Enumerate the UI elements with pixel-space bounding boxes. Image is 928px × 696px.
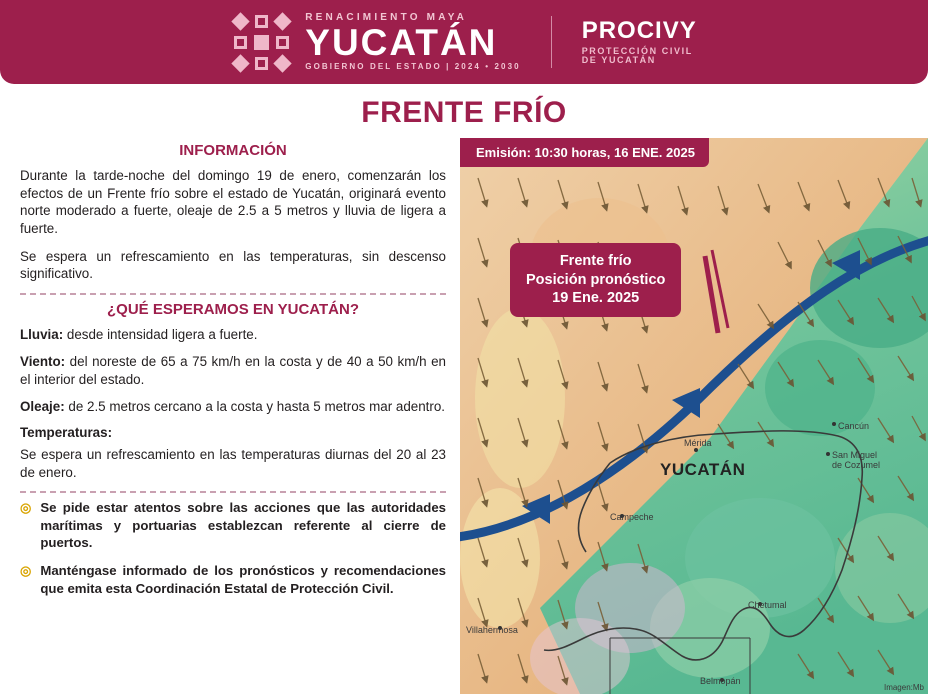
procivy-title: PROCIVY	[581, 17, 697, 45]
procivy-lockup	[582, 18, 697, 65]
callout-line-2: Posición pronóstico	[526, 271, 666, 288]
map-city-label: Belmopán	[700, 676, 741, 686]
list-item	[20, 424, 446, 442]
item-label-temperaturas: Temperaturas:	[20, 425, 113, 441]
map-region-label: YUCATÁN	[660, 460, 746, 479]
list-item	[20, 562, 446, 597]
map-city-label: Campeche	[610, 512, 654, 522]
bullet-circle-icon: ◎	[20, 499, 32, 515]
list-item	[20, 353, 446, 389]
item-label-lluvia: Lluvia:	[20, 327, 64, 343]
item-label-viento: Viento:	[20, 353, 66, 369]
section-divider	[20, 293, 446, 295]
recommendations-list	[20, 499, 446, 597]
maya-glyph-icon	[231, 12, 291, 72]
info-paragraph-1: Durante la tarde-noche del domingo 19 de enero, comenzarán los efectos de un Frente frío sobre el estado de Yucatán, originará evento norte moderado a fuerte, oleaje de 2.5 a 5 metros y lluvia de ligera a fuerte.	[20, 168, 446, 237]
renacimiento-label: RENACIMIENTO MAYA	[305, 11, 468, 23]
map-graphic	[460, 138, 928, 694]
callout-line-1: Frente frío	[559, 253, 632, 269]
list-item	[20, 398, 446, 416]
gobierno-label: GOBIERNO DEL ESTADO | 2024 • 2030	[305, 62, 521, 72]
bullet-text: Se pide estar atentos sobre las acciones que las autoridades marítimas y portuarias establezcan referente al cierre de puertos.	[40, 499, 446, 551]
front-forecast-callout	[510, 243, 681, 317]
page-header	[0, 0, 928, 84]
info-column	[0, 138, 460, 694]
map-city-label: de Cozumel	[832, 460, 881, 470]
page-title: FRENTE FRÍO	[361, 96, 567, 129]
map-city-label: Villahermosa	[466, 625, 518, 635]
bullet-circle-icon: ◎	[20, 562, 32, 578]
temperaturas-text: Se espera un refrescamiento en las temperaturas diurnas del 20 al 23 de enero.	[20, 447, 446, 481]
item-text-oleaje: de 2.5 metros cercano a la costa y hasta 5 metros mar adentro.	[64, 398, 446, 414]
state-name: YUCATÁN	[305, 21, 498, 63]
informacion-heading: INFORMACIÓN	[179, 142, 287, 159]
expectativas-heading: ¿QUÉ ESPERAMOS EN YUCATÁN?	[107, 301, 359, 319]
item-text-lluvia: desde intensidad ligera a fuerte.	[63, 327, 258, 343]
map-credit: Imagen:Mb	[883, 683, 924, 692]
brand-text	[305, 13, 520, 71]
info-paragraph-2: Se espera un refrescamiento en las temperaturas, sin descenso significativo.	[20, 248, 446, 282]
brand-lockup	[231, 12, 696, 72]
procivy-sub2: DE YUCATÁN	[581, 55, 656, 66]
map-column	[460, 138, 928, 694]
list-item	[20, 499, 446, 552]
item-label-oleaje: Oleaje:	[20, 398, 65, 414]
weather-map[interactable]	[460, 138, 928, 694]
map-city-label: Mérida	[684, 438, 712, 448]
list-item	[20, 326, 446, 344]
map-city-label: San Miguel	[832, 450, 878, 460]
emission-badge: Emisión: 10:30 horas, 16 ENE. 2025	[460, 138, 709, 167]
bullets-divider	[20, 491, 446, 493]
header-divider	[551, 16, 552, 68]
callout-line-3: 19 Ene. 2025	[552, 290, 640, 307]
bullet-text: Manténgase informado de los pronósticos y recomendaciones que emita esta Coordinación Estatal de Protección Civil.	[40, 562, 446, 596]
procivy-sub1: PROTECCIÓN CIVIL	[581, 45, 693, 56]
content-area	[0, 138, 928, 694]
map-city-label: Chetumal	[748, 600, 787, 610]
item-text-viento: del noreste de 65 a 75 km/h en la costa y de 40 a 50 km/h en el interior del estado.	[20, 353, 446, 387]
map-city-label: Cancún	[838, 421, 870, 431]
